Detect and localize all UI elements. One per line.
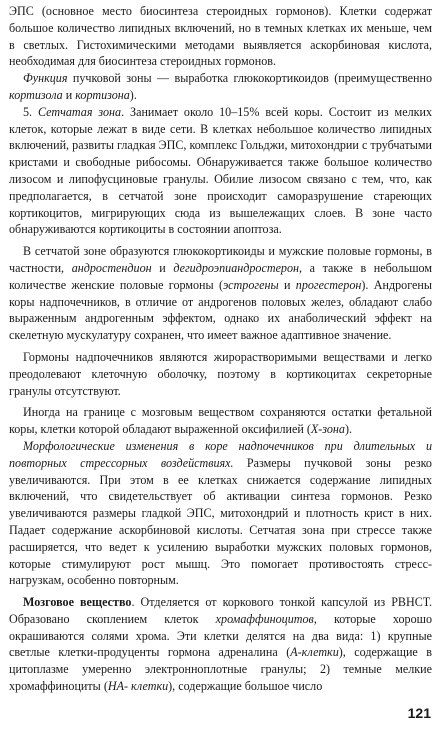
paragraph-p1 <box>9 3 432 70</box>
text-run: , а также в небольшом количестве женские половые гормоны ( <box>9 260 432 292</box>
text-run: Гормоны надпочечников являются жирорастворимыми веществами и легко преодолевают клеточную оболочку, поэтому в кортикоцитах секреторные гранулы отсутствуют. <box>9 349 432 398</box>
text-run: Сетчатая зона <box>38 104 122 119</box>
text-run: андростендион <box>71 260 152 275</box>
text-run: Иногда на границе с мозговым веществом сохраняются остатки фетальной коры, клетки которой обладают выраженной оксифилией ( <box>9 405 432 437</box>
paragraph-p5 <box>9 349 432 399</box>
text-run: пучковой зоны — выработка глюкокортикоидов (преимущественно <box>67 71 432 86</box>
text-run: Мозговое вещество <box>23 595 132 610</box>
text-run: и <box>62 87 76 102</box>
text-run: ЭПС (основное место биосинтеза стероидных гормонов). Клетки содержат большое количество липидных включений, но в темных клетках их меньше, чем в светлых. Гистохимическими методами выявляется аскорбиновая кислота, необходимая для биосинтеза стероидных гормонов. <box>9 4 432 69</box>
page-number: 121 <box>407 705 431 721</box>
text-run: ). <box>344 422 352 437</box>
text-run: В сетчатой зоне образуются глюкокортикоиды и мужские половые гормоны, в частности, <box>9 244 432 275</box>
text-run: кортизола <box>9 87 63 102</box>
text-run: хромаффиноцитов <box>215 611 314 626</box>
text-run: прогестерон <box>295 277 362 292</box>
paragraph-p3 <box>9 104 432 238</box>
paragraph-p4 <box>9 243 432 344</box>
book-page <box>9 3 432 695</box>
text-run: А-клетки <box>290 645 339 660</box>
text-run: . Отделяется от коркового тонкой капсулой из РВНСТ. Образовано скоплением клеток <box>9 595 432 626</box>
text-run: и <box>278 277 296 292</box>
text-run: кортизона <box>75 87 130 102</box>
text-run: 5. <box>23 104 39 119</box>
text-run: НА- клетки <box>107 679 169 694</box>
text-run: ). <box>129 87 137 102</box>
text-run: эстрогены <box>223 277 279 292</box>
text-run: X-зона <box>310 422 345 437</box>
text-run: . Занимает около 10–15% всей коры. Состоит из мелких клеток, которые лежат в виде сети. В клетках небольшое количество липидных включений, развиты гладкая ЭПС, комплекс Гольджи, митохондрии с трубчатыми кристами и свободные рибосомы. Обнаруживается также большое количество лизосом и липофусциновые гранулы. Обилие лизосом связано с тем, что, как предполагается, в сетчатой зоне происходит саморазрушение стареющих кортикоцитов, мигрирующих сюда из вышележащих слоев. В зоне часто обнаруживаются кортикоциты в состоянии апоптоза. <box>9 104 433 237</box>
paragraph-p8 <box>9 594 432 695</box>
text-run: ), содержащие в цитоплазме умеренно электронноплотные гранулы; 2) темные мелкие хромаффиноциты ( <box>9 645 432 694</box>
text-run: Размеры пучковой зоны резко увеличиваются. При этом в ее клетках снижается содержание липидных включений, что свидетельствует об активации синтеза гормонов. Резко увеличиваются размеры гладкой ЭПС, митохондрий и плотность крист в них. Падает содержание аскорбиновой кислоты. Сетчатая зона при стрессе также расширяется, что ведет к усилению выработки мужских половых гормонов, которые стимулируют рост мышц. Это помогает противостоять стресс-нагрузкам, особенно повторным. <box>9 455 432 588</box>
text-run: ). Андрогены коры надпочечников, в отличие от андрогенов половых желез, обладают слабо выраженным андрогенным эффектом, однако их анаболический эффект на скелетную мускулатуру сохранен, что имеет важное адаптивное значение. <box>9 277 432 343</box>
text-run: ), содержащие большое число <box>168 679 323 694</box>
paragraph-p6 <box>9 404 432 438</box>
text-run: и <box>151 260 174 275</box>
text-run: дегидроэпиандростерон <box>173 260 300 275</box>
text-run: , которые хорошо окрашиваются солями хрома. Эти клетки делятся на два вида: 1) крупные светлые клетки-продуценты гормона адреналина ( <box>9 611 432 660</box>
paragraph-p2 <box>9 70 432 104</box>
text-run: Функция <box>23 71 68 86</box>
paragraph-p7 <box>9 438 432 589</box>
text-run: Морфологические изменения в коре надпочечников при длительных и повторных стрессорных воздействиях. <box>9 438 432 470</box>
